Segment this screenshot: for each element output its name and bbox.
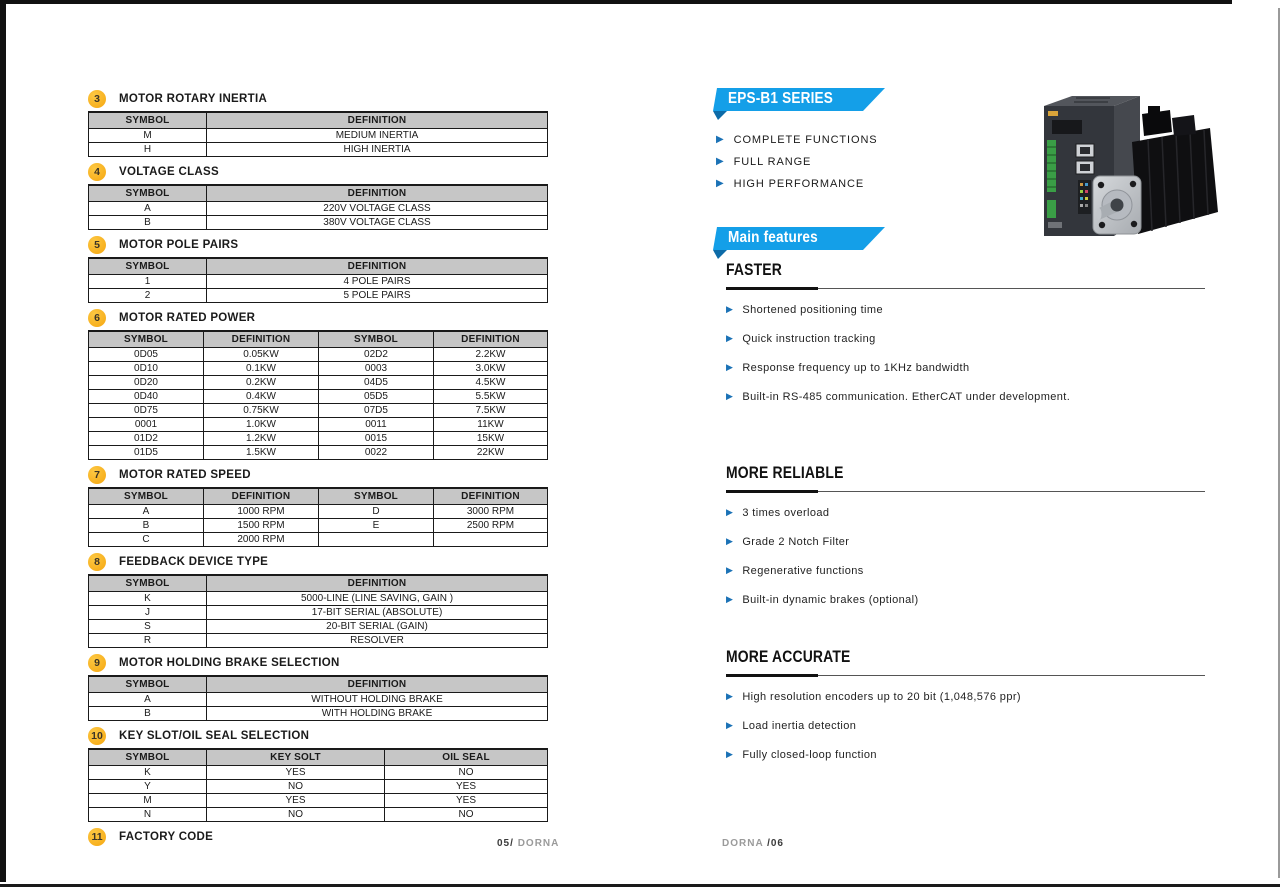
section-number-badge: 6 [88,309,106,327]
table-cell: 4 POLE PAIRS [207,275,548,289]
table-cell: 2000 RPM [204,533,319,547]
table-row [89,519,548,533]
table-cell: NO [207,808,385,822]
table-cell: 2.2KW [434,348,548,362]
table-cell: MEDIUM INERTIA [207,129,548,143]
spec-section [88,163,547,230]
section-title-label: FEEDBACK DEVICE TYPE [119,556,269,568]
table-cell: 02D2 [319,348,434,362]
table-cell: YES [385,780,548,794]
column-header: SYMBOL [89,258,207,275]
spec-section [88,727,547,822]
column-header: SYMBOL [319,488,434,505]
heading-underline [726,485,1205,492]
spec-table [88,330,548,460]
table-row [89,432,548,446]
table-cell: K [89,766,207,780]
feature-item-label: Fully closed-loop function [742,749,877,761]
table-cell: 2500 RPM [434,519,548,533]
table-cell: 0.75KW [204,404,319,418]
feature-group [726,258,1205,419]
table-header-row [89,575,548,592]
bullet-triangle-icon: ▶ [726,565,734,575]
table-row [89,129,548,143]
section-title-label: MOTOR ROTARY INERTIA [119,93,268,105]
column-header: SYMBOL [89,331,204,348]
table-row [89,606,548,620]
table-cell: C [89,533,204,547]
table-cell: 0.4KW [204,390,319,404]
table-cell: WITHOUT HOLDING BRAKE [207,693,548,707]
table-row [89,202,548,216]
table-row [89,390,548,404]
feature-item-list [726,303,1205,403]
table-cell: A [89,505,204,519]
column-header: SYMBOL [89,185,207,202]
feature-item [726,748,1205,761]
column-header: OIL SEAL [385,749,548,766]
heading-underline-accent [726,490,818,493]
table-cell: 0001 [89,418,204,432]
table-cell: 1.2KW [204,432,319,446]
column-header: SYMBOL [89,112,207,129]
table-cell: M [89,794,207,808]
bullet-triangle-icon: ▶ [726,720,734,730]
table-cell: 1000 RPM [204,505,319,519]
bullet-triangle-icon: ▶ [726,507,734,517]
section-title [88,236,547,254]
column-header: SYMBOL [89,676,207,693]
feature-item-label: Built-in RS-485 communication. EtherCAT under development. [742,391,1071,403]
table-cell: B [89,519,204,533]
table-cell: HIGH INERTIA [207,143,548,157]
feature-item [726,332,1205,345]
right-page-brand: DORNA [722,838,764,849]
feature-item-label: Regenerative functions [742,565,864,577]
feature-item-list [726,690,1205,761]
spec-table [88,184,548,230]
table-cell: YES [385,794,548,808]
column-header: DEFINITION [434,488,548,505]
table-cell: 1500 RPM [204,519,319,533]
table-cell: 380V VOLTAGE CLASS [207,216,548,230]
feature-group [726,461,1205,622]
table-cell: 0022 [319,446,434,460]
feature-item-label: Quick instruction tracking [742,333,876,345]
table-header-row [89,749,548,766]
section-number-badge: 4 [88,163,106,181]
feature-group [726,645,1205,777]
column-header: DEFINITION [207,258,548,275]
feature-item-label: Grade 2 Notch Filter [742,536,850,548]
table-row [89,780,548,794]
table-cell: 01D2 [89,432,204,446]
table-cell: 0D20 [89,376,204,390]
table-row [89,766,548,780]
feature-item [726,303,1205,316]
feature-group-heading: MORE ACCURATE [726,647,851,666]
feature-item-list [726,506,1205,606]
section-title [88,309,547,327]
column-header: DEFINITION [207,676,548,693]
table-cell [319,533,434,547]
table-cell [434,533,548,547]
table-cell: 2 [89,289,207,303]
table-row [89,634,548,648]
table-header-row [89,258,548,275]
feature-item [726,564,1205,577]
table-header-row [89,676,548,693]
spec-table [88,487,548,547]
series-bullet-label: FULL RANGE [733,156,812,168]
table-row [89,289,548,303]
series-bullet-label: HIGH PERFORMANCE [733,178,865,190]
bullet-triangle-icon: ▶ [716,134,725,145]
heading-underline [726,669,1205,676]
table-cell: 0.1KW [204,362,319,376]
bullet-triangle-icon: ▶ [726,594,734,604]
table-header-row [89,185,548,202]
section-title [88,163,547,181]
heading-underline-accent [726,674,818,677]
series-bullet-item [716,134,878,146]
right-page-number [722,838,784,849]
heading-underline [726,282,1205,289]
feature-item-label: High resolution encoders up to 20 bit (1,048,576 ppr) [742,691,1021,703]
spec-section [88,90,547,157]
section-number-badge: 5 [88,236,106,254]
feature-item [726,593,1205,606]
table-row [89,592,548,606]
table-cell: 11KW [434,418,548,432]
servo-drive-and-motor-image [1014,84,1240,250]
column-header: DEFINITION [207,112,548,129]
table-cell: 3000 RPM [434,505,548,519]
section-title [88,90,547,108]
series-banner [710,86,888,122]
bullet-triangle-icon: ▶ [726,304,734,314]
spec-section [88,236,547,303]
feature-item [726,361,1205,374]
section-title [88,828,547,846]
bullet-triangle-icon: ▶ [726,362,734,372]
section-number-badge: 9 [88,654,106,672]
table-cell: E [319,519,434,533]
section-title [88,727,547,745]
table-cell: J [89,606,207,620]
column-header: DEFINITION [434,331,548,348]
table-cell: A [89,202,207,216]
table-cell: NO [385,766,548,780]
section-title-label: MOTOR RATED SPEED [119,469,251,481]
table-row [89,362,548,376]
table-row [89,707,548,721]
table-cell: WITH HOLDING BRAKE [207,707,548,721]
section-title-label: MOTOR POLE PAIRS [119,239,239,251]
table-cell: H [89,143,207,157]
bullet-triangle-icon: ▶ [726,391,734,401]
feature-item-label: Load inertia detection [742,720,857,732]
bullet-triangle-icon: ▶ [726,691,734,701]
model-code-sections [88,90,547,849]
table-cell: 1 [89,275,207,289]
table-row [89,275,548,289]
table-cell: 1.0KW [204,418,319,432]
table-cell: 5000-LINE (LINE SAVING, GAIN ) [207,592,548,606]
feature-group-heading: MORE RELIABLE [726,463,844,482]
table-cell: 01D5 [89,446,204,460]
table-cell: YES [207,766,385,780]
feature-item [726,506,1205,519]
spec-section [88,553,547,648]
table-row [89,216,548,230]
table-cell: 22KW [434,446,548,460]
spec-table [88,111,548,157]
heading-underline-accent [726,287,818,290]
table-cell: 0011 [319,418,434,432]
table-cell: B [89,707,207,721]
feature-item [726,719,1205,732]
table-cell: R [89,634,207,648]
table-row [89,446,548,460]
table-cell: 4.5KW [434,376,548,390]
table-row [89,348,548,362]
feature-item-label: 3 times overload [742,507,830,519]
bullet-triangle-icon: ▶ [716,178,725,189]
table-cell: NO [385,808,548,822]
table-row [89,376,548,390]
section-title-label: MOTOR HOLDING BRAKE SELECTION [119,657,340,669]
section-title [88,553,547,571]
table-cell: NO [207,780,385,794]
table-cell: 220V VOLTAGE CLASS [207,202,548,216]
table-cell: D [319,505,434,519]
bullet-triangle-icon: ▶ [726,333,734,343]
table-cell: 0003 [319,362,434,376]
spec-section [88,309,547,460]
column-header: DEFINITION [207,185,548,202]
spec-table [88,574,548,648]
table-cell: 3.0KW [434,362,548,376]
table-cell: 05D5 [319,390,434,404]
table-cell: 5 POLE PAIRS [207,289,548,303]
table-header-row [89,112,548,129]
table-cell: 15KW [434,432,548,446]
spec-table [88,257,548,303]
table-row [89,533,548,547]
feature-item [726,390,1205,403]
series-bullet-item [716,156,878,168]
bullet-triangle-icon: ▶ [716,156,725,167]
column-header: DEFINITION [207,575,548,592]
page-frame-left [0,0,6,882]
table-cell: 07D5 [319,404,434,418]
table-cell: 0.05KW [204,348,319,362]
series-bullet-label: COMPLETE FUNCTIONS [733,134,878,146]
feature-item-label: Shortened positioning time [742,304,883,316]
table-cell: 20-BIT SERIAL (GAIN) [207,620,548,634]
section-number-badge: 3 [88,90,106,108]
table-row [89,143,548,157]
column-header: SYMBOL [89,575,207,592]
table-row [89,620,548,634]
feature-item-label: Response frequency up to 1KHz bandwidth [742,362,970,374]
section-number-badge: 10 [88,727,106,745]
column-header: DEFINITION [204,488,319,505]
column-header: SYMBOL [89,749,207,766]
spec-section [88,466,547,547]
section-title-label: MOTOR RATED POWER [119,312,256,324]
spec-section [88,828,547,846]
table-cell: 04D5 [319,376,434,390]
table-cell: A [89,693,207,707]
table-cell: 0D10 [89,362,204,376]
table-cell: 17-BIT SERIAL (ABSOLUTE) [207,606,548,620]
table-cell: M [89,129,207,143]
bullet-triangle-icon: ▶ [726,749,734,759]
table-cell: YES [207,794,385,808]
feature-item [726,690,1205,703]
section-title-label: VOLTAGE CLASS [119,166,219,178]
section-title [88,654,547,672]
table-cell: 0D40 [89,390,204,404]
table-row [89,693,548,707]
bullet-triangle-icon: ▶ [726,536,734,546]
table-row [89,505,548,519]
section-title-label: FACTORY CODE [119,831,214,843]
feature-item-label: Built-in dynamic brakes (optional) [742,594,919,606]
table-cell: S [89,620,207,634]
right-page-number-value: /06 [767,838,784,849]
spec-table [88,748,548,822]
spec-section [88,654,547,721]
left-page-number-value: 05/ [497,838,514,849]
series-bullet-item [716,178,878,190]
table-cell: 0.2KW [204,376,319,390]
table-cell: K [89,592,207,606]
column-header: DEFINITION [204,331,319,348]
table-cell: N [89,808,207,822]
page-frame-top [0,0,1232,4]
table-cell: 0015 [319,432,434,446]
main-features-banner [710,225,888,261]
left-page-brand: DORNA [517,838,560,849]
table-cell: 7.5KW [434,404,548,418]
feature-group-heading: FASTER [726,260,782,279]
table-cell: 0D05 [89,348,204,362]
table-row [89,404,548,418]
table-cell: RESOLVER [207,634,548,648]
column-header: SYMBOL [89,488,204,505]
table-cell: 0D75 [89,404,204,418]
table-cell: 1.5KW [204,446,319,460]
main-features-banner-label: Main features [728,229,818,246]
series-bullet-list [716,134,878,200]
feature-item [726,535,1205,548]
left-page-number [497,838,559,849]
table-row [89,808,548,822]
series-banner-label: EPS-B1 SERIES [728,90,834,107]
spec-table [88,675,548,721]
section-number-badge: 8 [88,553,106,571]
column-header: SYMBOL [319,331,434,348]
table-header-row [89,331,548,348]
table-row [89,794,548,808]
table-header-row [89,488,548,505]
column-header: KEY SOLT [207,749,385,766]
table-cell: 5.5KW [434,390,548,404]
table-cell: B [89,216,207,230]
section-number-badge: 11 [88,828,106,846]
table-row [89,418,548,432]
section-title [88,466,547,484]
section-number-badge: 7 [88,466,106,484]
table-cell: Y [89,780,207,794]
section-title-label: KEY SLOT/OIL SEAL SELECTION [119,730,310,742]
